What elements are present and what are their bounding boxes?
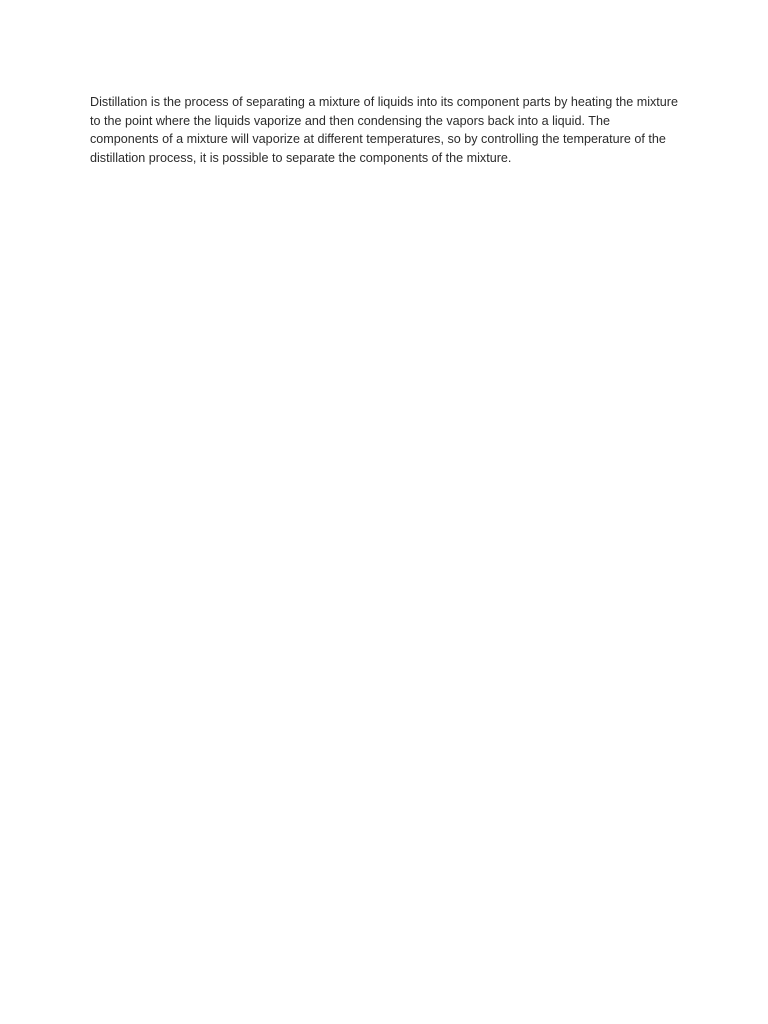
intro-paragraph: Distillation is the process of separating a mixture of liquids into its component parts by heating the mixture to the point where the liquids vaporize and then condensing the vapors back into a liquid. The components of a mixture will vaporize at different temperatures, so by controlling the temperature of the distillation process, it is possible to separate the components of the mixture.	[90, 95, 679, 165]
document-page	[90, 93, 680, 186]
